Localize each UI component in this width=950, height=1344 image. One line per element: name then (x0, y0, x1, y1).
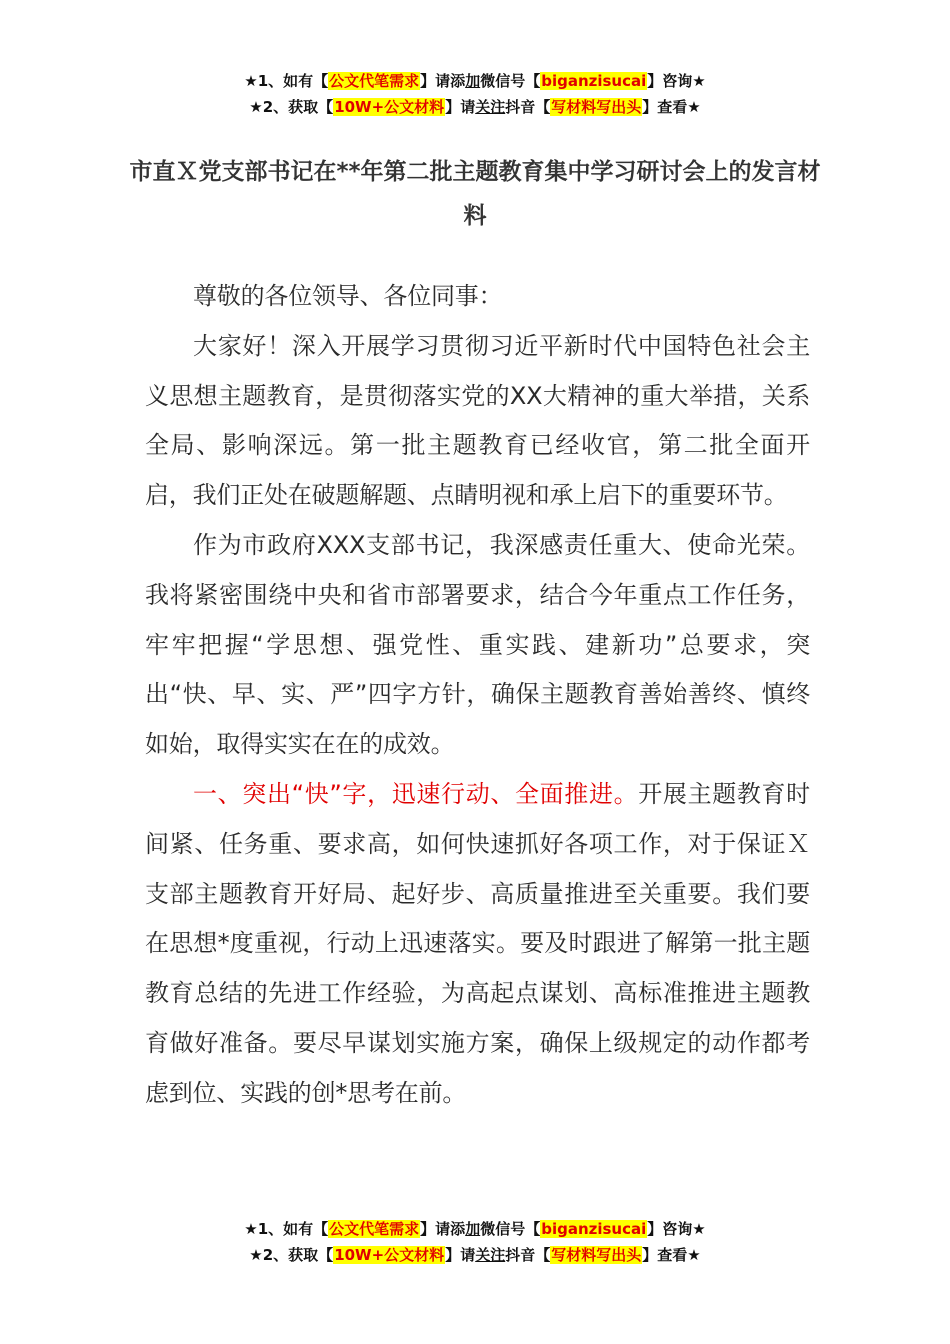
promo-douyin-id: 写材料写出头 (551, 98, 642, 116)
promo-line-2 (0, 94, 950, 120)
paragraph-3-body: 开展主题教育时间紧、任务重、要求高，如何快速抓好各项工作，对于保证Ｘ支部主题教育开好局、起好步、高质量推进至关重要。我们要在思想*度重视，行动上迅速落实。要及时跟进了解第一批主题教育总结的先进工作经验，为高起点谋划、高标准推进主题教育做好准备。要尽早谋划实施方案，确保上级规定的动作都考虑到位、实践的创*思考在前。 (145, 779, 810, 1107)
promo-text: 】查看★ (642, 98, 701, 116)
promo-highlight: 10W+公文材料 (334, 1246, 445, 1264)
section-heading-1: 一、突出“快”字，迅速行动、全面推进。 (193, 779, 639, 808)
promo-highlight: 公文代笔需求 (329, 72, 420, 90)
promo-text: 】请添 (420, 1220, 466, 1238)
promo-text: ★2、获取【 (249, 1246, 334, 1264)
promo-highlight: 公文代笔需求 (329, 1220, 420, 1238)
promo-underlined: 关注 (475, 1246, 506, 1264)
paragraph-2: 作为市政府XXX支部书记，我深感责任重大、使命光荣。我将紧密围绕中央和省市部署要求，结合今年重点工作任务，牢牢把握“学思想、强党性、重实践、建新功”总要求，突出“快、早、实、严”四字方针，确保主题教育善始善终、慎终如始，取得实实在在的成效。 (145, 530, 810, 759)
promo-underlined: 加 (465, 1220, 481, 1238)
promo-wechat-id: biganzisucai (541, 72, 647, 90)
document-title: 市直Ｘ党支部书记在**年第二批主题教育集中学习研讨会上的发言材料 (129, 159, 821, 229)
salutation: 尊敬的各位领导、各位同事： (193, 282, 503, 310)
promo-line-2 (0, 1242, 950, 1268)
promo-text: 】查看★ (642, 1246, 701, 1264)
promo-text: 】请添 (420, 72, 466, 90)
promo-line-1 (0, 68, 950, 94)
promo-text: 】请 (445, 98, 476, 116)
promo-text: 】咨询★ (647, 72, 706, 90)
promo-banner-top (0, 68, 950, 120)
promo-text: 抖音【 (505, 1246, 551, 1264)
paragraph-1: 大家好！深入开展学习贯彻习近平新时代中国特色社会主义思想主题教育，是贯彻落实党的XX大精神的重大举措，关系全局、影响深远。第一批主题教育已经收官，第二批全面开启，我们正处在破题解题、点睛明视和承上启下的重要环节。 (145, 331, 810, 510)
promo-text: 】咨询★ (647, 1220, 706, 1238)
promo-text: 】请 (445, 1246, 476, 1264)
document-body (145, 272, 810, 1119)
promo-text: ★1、如有【 (244, 1220, 329, 1238)
paragraph-3 (145, 770, 810, 1119)
promo-text: 微信号【 (480, 1220, 541, 1238)
promo-highlight: 10W+公文材料 (334, 98, 445, 116)
promo-underlined: 加 (465, 72, 481, 90)
promo-text: 抖音【 (505, 98, 551, 116)
promo-line-1 (0, 1216, 950, 1242)
promo-banner-bottom (0, 1216, 950, 1268)
promo-text: 微信号【 (480, 72, 541, 90)
promo-douyin-id: 写材料写出头 (551, 1246, 642, 1264)
promo-underlined: 关注 (475, 98, 506, 116)
promo-text: ★1、如有【 (244, 72, 329, 90)
promo-wechat-id: biganzisucai (541, 1220, 647, 1238)
promo-text: ★2、获取【 (249, 98, 334, 116)
